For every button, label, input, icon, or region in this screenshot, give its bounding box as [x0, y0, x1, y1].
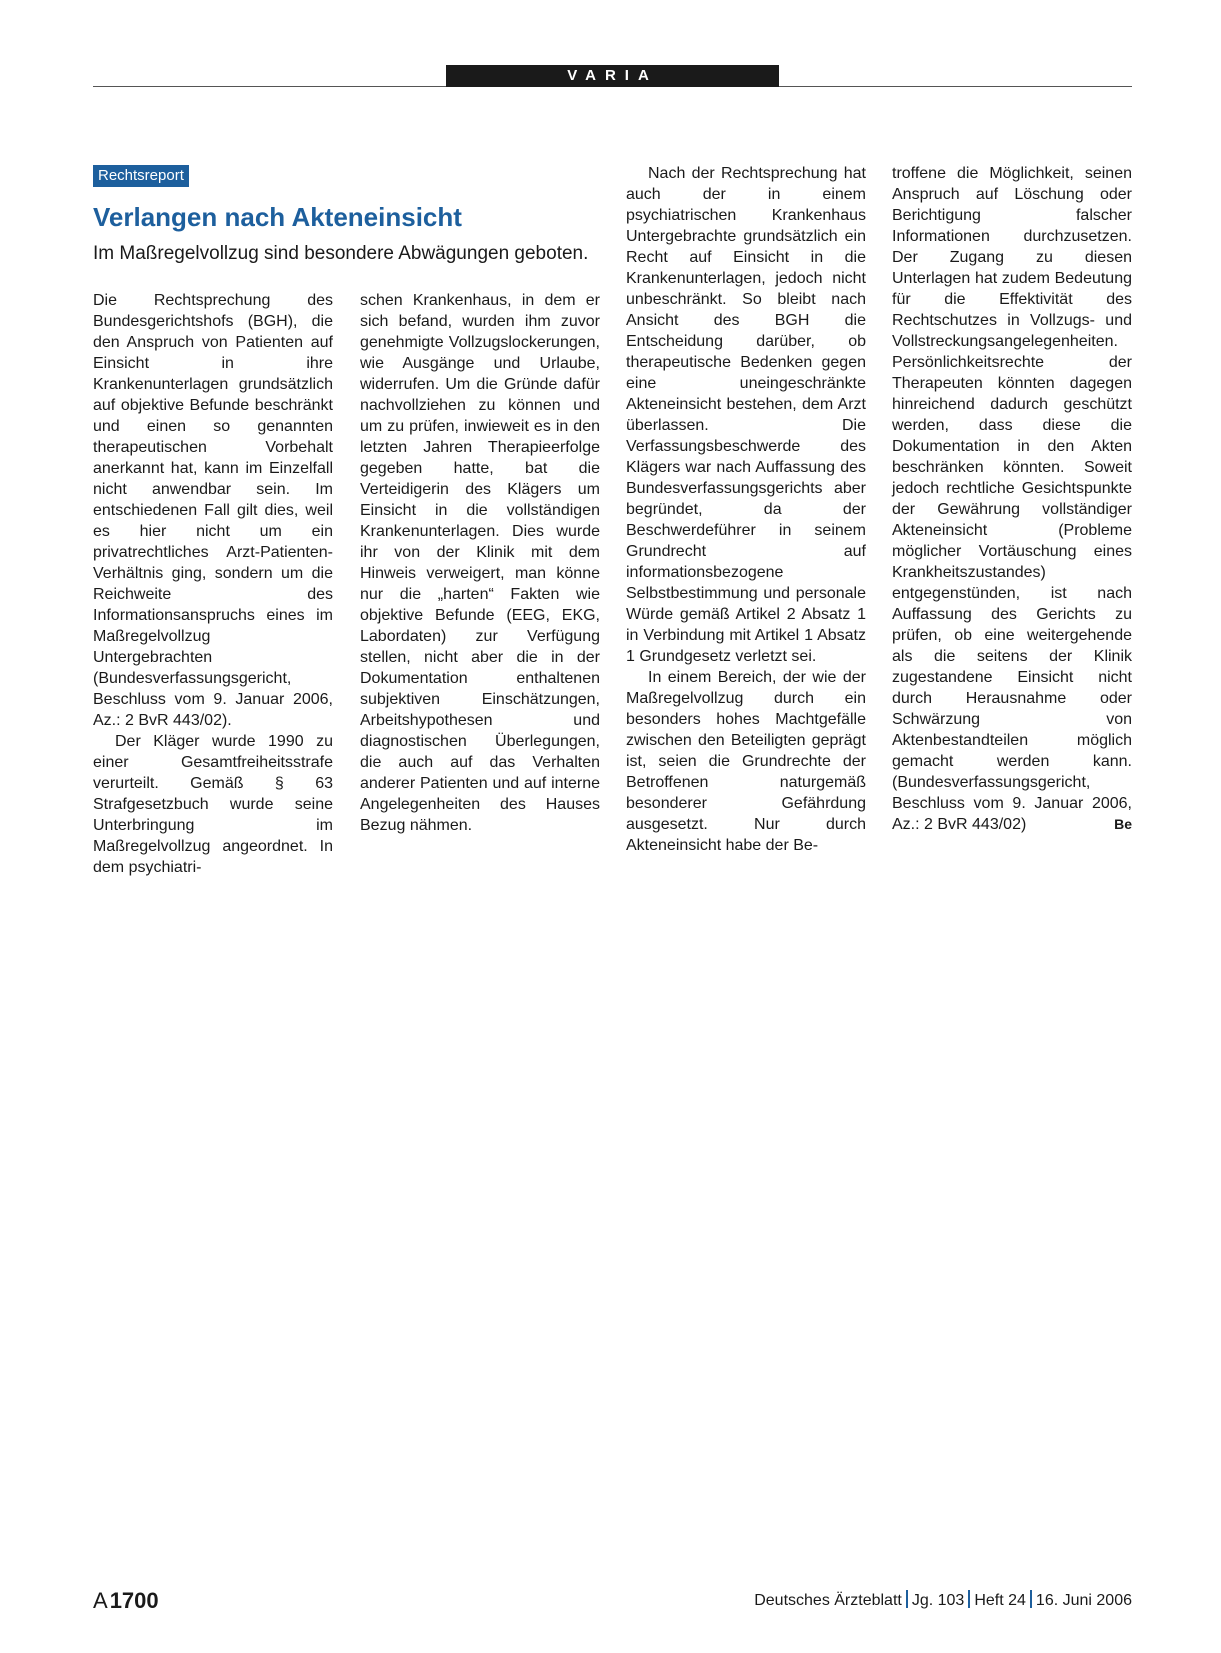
footer-meta	[754, 1590, 1132, 1610]
journal-volume: Jg. 103	[911, 1592, 965, 1609]
rubric-badge: Rechtsreport	[93, 165, 189, 187]
paragraph: schen Krankenhaus, in dem er sich befand, wurden ihm zuvor genehmigte Vollzugslockerungen, wie Ausgänge und Urlaube, widerrufen. Um die Gründe dafür nachvollziehen zu können und um zu prüfen, inwieweit es in den letzten Jahren Therapieerfolge gegeben hatte, bat die Verteidigerin des Klägers um Einsicht in die vollständigen Krankenunterlagen. Dies wurde ihr von der Klinik mit dem Hinweis verweigert, man könne nur die „harten“ Fakten wie objektive Befunde (EEG, EKG, Labordaten) zur Verfügung stellen, nicht aber die in der Dokumentation enthaltenen subjektiven Einschätzungen, Arbeitshypothesen und diagnostischen Überlegungen, die auch auf das Verhalten anderer Patienten und auf interne Angelegenheiten des Hauses Bezug nähmen.	[360, 292, 600, 834]
body-column-3	[626, 163, 866, 856]
paragraph	[892, 163, 1132, 835]
page-number	[93, 1588, 159, 1614]
article-title: Verlangen nach Akteneinsicht	[93, 202, 462, 232]
paragraph: In einem Bereich, der wie der Maßregelvollzug durch ein besonders hohes Machtgefälle zwischen den Beteiligten geprägt ist, seien die Grundrechte der Betroffenen naturgemäß besonderer Gefährdung ausgesetzt. Nur durch Akteneinsicht habe der Be-	[626, 669, 866, 854]
publication-date: 16. Juni 2006	[1035, 1592, 1132, 1609]
footer-separator	[906, 1590, 908, 1608]
section-label: VARIA	[446, 65, 779, 87]
footer-separator	[1030, 1590, 1032, 1608]
journal-issue: Heft 24	[974, 1592, 1026, 1609]
author-signature: Be	[1114, 816, 1132, 832]
paragraph-text: troffene die Möglichkeit, seinen Anspruch auf Löschung oder Berichtigung falscher Informationen durchzusetzen. Der Zugang zu diesen Unterlagen hat zudem Bedeutung für die Effektivität des Rechtschutzes in Vollzugs- und Vollstreckungsangelegenheiten. Persönlichkeitsrechte der Therapeuten könnten dagegen hinreichend dadurch geschützt werden, dass diese die Dokumentation in den Akten beschränken könnten. Soweit jedoch rechtliche Gesichtspunkte der Gewährung vollständiger Akteneinsicht (Probleme möglicher Vortäuschung eines Krankheitszustandes) entgegenstünden, ist nach Auffassung des Gerichts zu prüfen, ob eine weitergehende als die seitens der Klinik zugestandene Einsicht nicht durch Herausnahme oder Schwärzung von Aktenbestandteilen möglich gemacht werden kann. (Bundesverfassungsgericht, Beschluss vom 9. Januar 2006, Az.: 2 BvR 443/02)	[892, 165, 1132, 833]
body-column-1	[93, 290, 333, 878]
paragraph: Die Rechtsprechung des Bundesgerichtshofs (BGH), die den Anspruch von Patienten auf Einsicht in ihre Krankenunterlagen grundsätzlich auf objektive Befunde beschränkt und einen so genannten therapeutischen Vorbehalt anerkannt hat, kann im Einzelfall nicht anwendbar sein. Im entschiedenen Fall gilt dies, weil es hier nicht um ein privatrechtliches Arzt-Patienten-Verhältnis ging, sondern um die Reichweite des Informationsanspruchs eines im Maßregelvollzug Untergebrachten (Bundesverfassungsgericht, Beschluss vom 9. Januar 2006, Az.: 2 BvR 443/02).	[93, 292, 333, 729]
body-column-4	[892, 163, 1132, 835]
article-subtitle: Im Maßregelvollzug sind besondere Abwägungen geboten.	[93, 243, 589, 264]
page-prefix: A	[93, 1588, 108, 1613]
body-column-2	[360, 290, 600, 836]
journal-name: Deutsches Ärzteblatt	[754, 1592, 902, 1609]
page-number-value: 1700	[109, 1588, 159, 1613]
paragraph: Nach der Rechtsprechung hat auch der in einem psychiatrischen Krankenhaus Untergebrachte grundsätzlich ein Recht auf Einsicht in die Krankenunterlagen, jedoch nicht unbeschränkt. So bleibt nach Ansicht des BGH die Entscheidung darüber, ob therapeutische Bedenken gegen eine uneingeschränkte Akteneinsicht bestehen, dem Arzt überlassen. Die Verfassungsbeschwerde des Klägers war nach Auffassung des Bundesverfassungsgerichts aber begründet, da der Beschwerdeführer in seinem Grundrecht auf informationsbezogene Selbstbestimmung und personale Würde gemäß Artikel 2 Absatz 1 in Verbindung mit Artikel 1 Absatz 1 Grundgesetz verletzt sei.	[626, 165, 866, 665]
footer-separator	[968, 1590, 970, 1608]
paragraph: Der Kläger wurde 1990 zu einer Gesamtfreiheitsstrafe verurteilt. Gemäß § 63 Strafgesetzbuch wurde seine Unterbringung im Maßregelvollzug angeordnet. In dem psychiatri-	[93, 733, 333, 876]
